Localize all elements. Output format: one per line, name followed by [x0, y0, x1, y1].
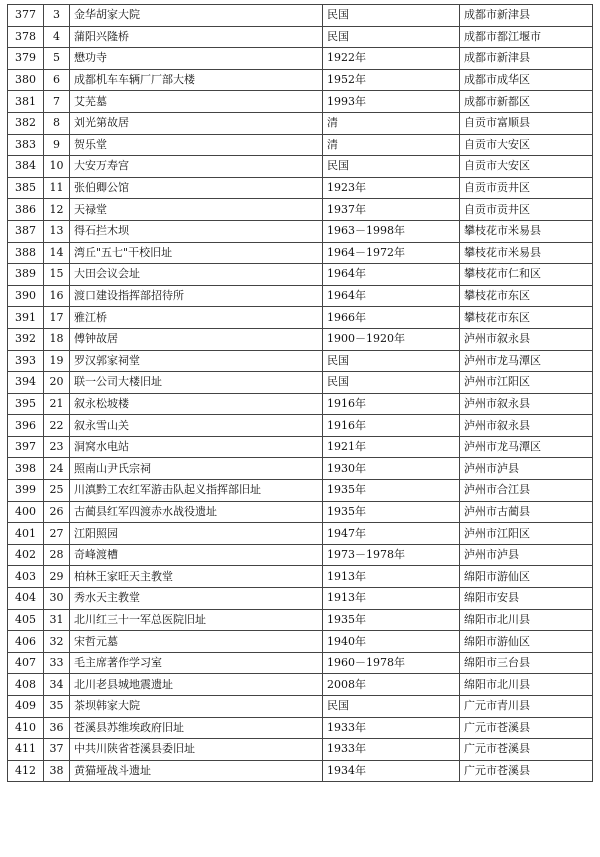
location-cell: 自贡市大安区 [460, 134, 593, 156]
row-number-cell: 395 [8, 393, 44, 415]
row-number-cell: 403 [8, 566, 44, 588]
table-row [8, 134, 593, 156]
sequence-cell: 6 [44, 69, 70, 91]
row-number-cell: 408 [8, 674, 44, 696]
era-cell: 1947年 [323, 523, 460, 545]
era-cell: 民国 [323, 350, 460, 372]
era-cell: 1934年 [323, 760, 460, 782]
sequence-cell: 35 [44, 696, 70, 718]
row-number-cell: 399 [8, 480, 44, 502]
site-name-cell: 天禄堂 [70, 199, 323, 221]
sequence-cell: 10 [44, 156, 70, 178]
sequence-cell: 21 [44, 393, 70, 415]
row-number-cell: 381 [8, 91, 44, 113]
site-name-cell: 傅钟故居 [70, 328, 323, 350]
site-name-cell: 苍溪县苏维埃政府旧址 [70, 717, 323, 739]
location-cell: 绵阳市游仙区 [460, 631, 593, 653]
table-row [8, 436, 593, 458]
site-name-cell: 张伯卿公馆 [70, 177, 323, 199]
era-cell: 1935年 [323, 609, 460, 631]
era-cell: 1952年 [323, 69, 460, 91]
location-cell: 广元市青川县 [460, 696, 593, 718]
site-name-cell: 柏林王家旺天主教堂 [70, 566, 323, 588]
location-cell: 泸州市古蔺县 [460, 501, 593, 523]
era-cell: 1913年 [323, 588, 460, 610]
row-number-cell: 389 [8, 264, 44, 286]
era-cell: 1964年 [323, 264, 460, 286]
location-cell: 广元市苍溪县 [460, 739, 593, 761]
era-cell: 1935年 [323, 480, 460, 502]
row-number-cell: 404 [8, 588, 44, 610]
row-number-cell: 384 [8, 156, 44, 178]
site-name-cell: 贺乐堂 [70, 134, 323, 156]
sequence-cell: 36 [44, 717, 70, 739]
era-cell: 1964－1972年 [323, 242, 460, 264]
era-cell: 1923年 [323, 177, 460, 199]
era-cell: 1960－1978年 [323, 652, 460, 674]
location-cell: 成都市都江堰市 [460, 26, 593, 48]
table-row [8, 717, 593, 739]
row-number-cell: 385 [8, 177, 44, 199]
location-cell: 自贡市贡井区 [460, 199, 593, 221]
era-cell: 民国 [323, 372, 460, 394]
location-cell: 广元市苍溪县 [460, 760, 593, 782]
site-name-cell: 古蔺县红军四渡赤水战役遗址 [70, 501, 323, 523]
era-cell: 民国 [323, 26, 460, 48]
era-cell: 民国 [323, 156, 460, 178]
location-cell: 攀枝花市东区 [460, 285, 593, 307]
site-name-cell: 懋功寺 [70, 48, 323, 70]
sequence-cell: 30 [44, 588, 70, 610]
site-name-cell: 大安万寿宫 [70, 156, 323, 178]
table-row [8, 350, 593, 372]
sequence-cell: 12 [44, 199, 70, 221]
location-cell: 泸州市叙永县 [460, 415, 593, 437]
site-name-cell: 中共川陕省苍溪县委旧址 [70, 739, 323, 761]
sequence-cell: 26 [44, 501, 70, 523]
era-cell: 2008年 [323, 674, 460, 696]
era-cell: 1933年 [323, 717, 460, 739]
row-number-cell: 377 [8, 5, 44, 27]
table-row [8, 328, 593, 350]
table-row [8, 372, 593, 394]
sequence-cell: 27 [44, 523, 70, 545]
location-cell: 泸州市叙永县 [460, 328, 593, 350]
table-row [8, 264, 593, 286]
table-row [8, 458, 593, 480]
site-name-cell: 成都机车车辆厂厂部大楼 [70, 69, 323, 91]
location-cell: 成都市成华区 [460, 69, 593, 91]
sequence-cell: 22 [44, 415, 70, 437]
location-cell: 绵阳市三台县 [460, 652, 593, 674]
table-row [8, 199, 593, 221]
row-number-cell: 397 [8, 436, 44, 458]
sequence-cell: 24 [44, 458, 70, 480]
location-cell: 攀枝花市东区 [460, 307, 593, 329]
sequence-cell: 20 [44, 372, 70, 394]
site-name-cell: 秀水天主教堂 [70, 588, 323, 610]
table-row [8, 696, 593, 718]
table-row [8, 220, 593, 242]
era-cell: 1973－1978年 [323, 544, 460, 566]
site-name-cell: 叙永雪山关 [70, 415, 323, 437]
row-number-cell: 407 [8, 652, 44, 674]
table-row [8, 739, 593, 761]
row-number-cell: 391 [8, 307, 44, 329]
table-row [8, 242, 593, 264]
era-cell: 1993年 [323, 91, 460, 113]
row-number-cell: 394 [8, 372, 44, 394]
site-name-cell: 联一公司大楼旧址 [70, 372, 323, 394]
table-row [8, 177, 593, 199]
row-number-cell: 406 [8, 631, 44, 653]
sequence-cell: 4 [44, 26, 70, 48]
sequence-cell: 38 [44, 760, 70, 782]
era-cell: 1900－1920年 [323, 328, 460, 350]
sequence-cell: 31 [44, 609, 70, 631]
table-row [8, 523, 593, 545]
site-name-cell: 北川老县城地震遗址 [70, 674, 323, 696]
table-row [8, 760, 593, 782]
location-cell: 绵阳市北川县 [460, 674, 593, 696]
location-cell: 自贡市贡井区 [460, 177, 593, 199]
row-number-cell: 386 [8, 199, 44, 221]
row-number-cell: 401 [8, 523, 44, 545]
sequence-cell: 5 [44, 48, 70, 70]
sequence-cell: 7 [44, 91, 70, 113]
table-row [8, 415, 593, 437]
row-number-cell: 379 [8, 48, 44, 70]
table-row [8, 674, 593, 696]
table-row [8, 566, 593, 588]
era-cell: 1916年 [323, 415, 460, 437]
sequence-cell: 14 [44, 242, 70, 264]
row-number-cell: 390 [8, 285, 44, 307]
sequence-cell: 13 [44, 220, 70, 242]
sequence-cell: 16 [44, 285, 70, 307]
site-name-cell: 照南山尹氏宗祠 [70, 458, 323, 480]
row-number-cell: 411 [8, 739, 44, 761]
sequence-cell: 15 [44, 264, 70, 286]
sequence-cell: 23 [44, 436, 70, 458]
row-number-cell: 396 [8, 415, 44, 437]
location-cell: 泸州市泸县 [460, 458, 593, 480]
site-name-cell: 叙永松坡楼 [70, 393, 323, 415]
site-name-cell: 奇峰渡槽 [70, 544, 323, 566]
site-name-cell: 江阳照园 [70, 523, 323, 545]
era-cell: 1940年 [323, 631, 460, 653]
table-row [8, 156, 593, 178]
table-body [8, 5, 593, 782]
site-name-cell: 大田会议会址 [70, 264, 323, 286]
row-number-cell: 402 [8, 544, 44, 566]
site-name-cell: 湾丘"五七"干校旧址 [70, 242, 323, 264]
table-row [8, 501, 593, 523]
table-row [8, 652, 593, 674]
location-cell: 攀枝花市米易县 [460, 220, 593, 242]
sequence-cell: 25 [44, 480, 70, 502]
location-cell: 自贡市富顺县 [460, 112, 593, 134]
table-row [8, 544, 593, 566]
location-cell: 绵阳市安县 [460, 588, 593, 610]
table-row [8, 609, 593, 631]
era-cell: 1937年 [323, 199, 460, 221]
row-number-cell: 380 [8, 69, 44, 91]
site-name-cell: 雅江桥 [70, 307, 323, 329]
location-cell: 自贡市大安区 [460, 156, 593, 178]
era-cell: 1964年 [323, 285, 460, 307]
site-name-cell: 得石拦木坝 [70, 220, 323, 242]
sequence-cell: 17 [44, 307, 70, 329]
sequence-cell: 11 [44, 177, 70, 199]
table-row [8, 285, 593, 307]
sequence-cell: 29 [44, 566, 70, 588]
site-name-cell: 刘光第故居 [70, 112, 323, 134]
table-row [8, 112, 593, 134]
era-cell: 1963－1998年 [323, 220, 460, 242]
location-cell: 泸州市合江县 [460, 480, 593, 502]
site-name-cell: 金华胡家大院 [70, 5, 323, 27]
location-cell: 成都市新都区 [460, 91, 593, 113]
row-number-cell: 392 [8, 328, 44, 350]
location-cell: 攀枝花市米易县 [460, 242, 593, 264]
era-cell: 1935年 [323, 501, 460, 523]
row-number-cell: 393 [8, 350, 44, 372]
row-number-cell: 412 [8, 760, 44, 782]
sequence-cell: 9 [44, 134, 70, 156]
row-number-cell: 383 [8, 134, 44, 156]
site-name-cell: 罗汉郭家祠堂 [70, 350, 323, 372]
row-number-cell: 410 [8, 717, 44, 739]
table-row [8, 69, 593, 91]
row-number-cell: 400 [8, 501, 44, 523]
table-row [8, 307, 593, 329]
sequence-cell: 32 [44, 631, 70, 653]
location-cell: 成都市新津县 [460, 5, 593, 27]
table-row [8, 91, 593, 113]
table-row [8, 48, 593, 70]
location-cell: 泸州市泸县 [460, 544, 593, 566]
era-cell: 1913年 [323, 566, 460, 588]
location-cell: 泸州市江阳区 [460, 372, 593, 394]
era-cell: 1930年 [323, 458, 460, 480]
site-name-cell: 黄猫垭战斗遗址 [70, 760, 323, 782]
location-cell: 攀枝花市仁和区 [460, 264, 593, 286]
site-name-cell: 渡口建设指挥部招待所 [70, 285, 323, 307]
row-number-cell: 382 [8, 112, 44, 134]
location-cell: 泸州市叙永县 [460, 393, 593, 415]
sequence-cell: 34 [44, 674, 70, 696]
era-cell: 1933年 [323, 739, 460, 761]
era-cell: 1966年 [323, 307, 460, 329]
location-cell: 泸州市江阳区 [460, 523, 593, 545]
site-name-cell: 蒲阳兴隆桥 [70, 26, 323, 48]
table-row [8, 5, 593, 27]
location-cell: 泸州市龙马潭区 [460, 436, 593, 458]
site-name-cell: 宋哲元墓 [70, 631, 323, 653]
row-number-cell: 378 [8, 26, 44, 48]
location-cell: 泸州市龙马潭区 [460, 350, 593, 372]
sequence-cell: 8 [44, 112, 70, 134]
sequence-cell: 33 [44, 652, 70, 674]
sequence-cell: 18 [44, 328, 70, 350]
site-name-cell: 艾芜墓 [70, 91, 323, 113]
row-number-cell: 405 [8, 609, 44, 631]
table-row [8, 631, 593, 653]
sequence-cell: 37 [44, 739, 70, 761]
sequence-cell: 19 [44, 350, 70, 372]
site-name-cell: 洞窝水电站 [70, 436, 323, 458]
table-row [8, 480, 593, 502]
sequence-cell: 28 [44, 544, 70, 566]
heritage-list-table [7, 4, 593, 782]
era-cell: 清 [323, 134, 460, 156]
row-number-cell: 398 [8, 458, 44, 480]
location-cell: 广元市苍溪县 [460, 717, 593, 739]
site-name-cell: 茶坝韩家大院 [70, 696, 323, 718]
sequence-cell: 3 [44, 5, 70, 27]
table-row [8, 26, 593, 48]
location-cell: 成都市新津县 [460, 48, 593, 70]
era-cell: 民国 [323, 5, 460, 27]
row-number-cell: 387 [8, 220, 44, 242]
row-number-cell: 409 [8, 696, 44, 718]
era-cell: 民国 [323, 696, 460, 718]
row-number-cell: 388 [8, 242, 44, 264]
location-cell: 绵阳市北川县 [460, 609, 593, 631]
era-cell: 1922年 [323, 48, 460, 70]
table-row [8, 588, 593, 610]
table-row [8, 393, 593, 415]
era-cell: 1921年 [323, 436, 460, 458]
location-cell: 绵阳市游仙区 [460, 566, 593, 588]
site-name-cell: 川滇黔工农红军游击队起义指挥部旧址 [70, 480, 323, 502]
era-cell: 清 [323, 112, 460, 134]
era-cell: 1916年 [323, 393, 460, 415]
site-name-cell: 毛主席著作学习室 [70, 652, 323, 674]
site-name-cell: 北川红三十一军总医院旧址 [70, 609, 323, 631]
